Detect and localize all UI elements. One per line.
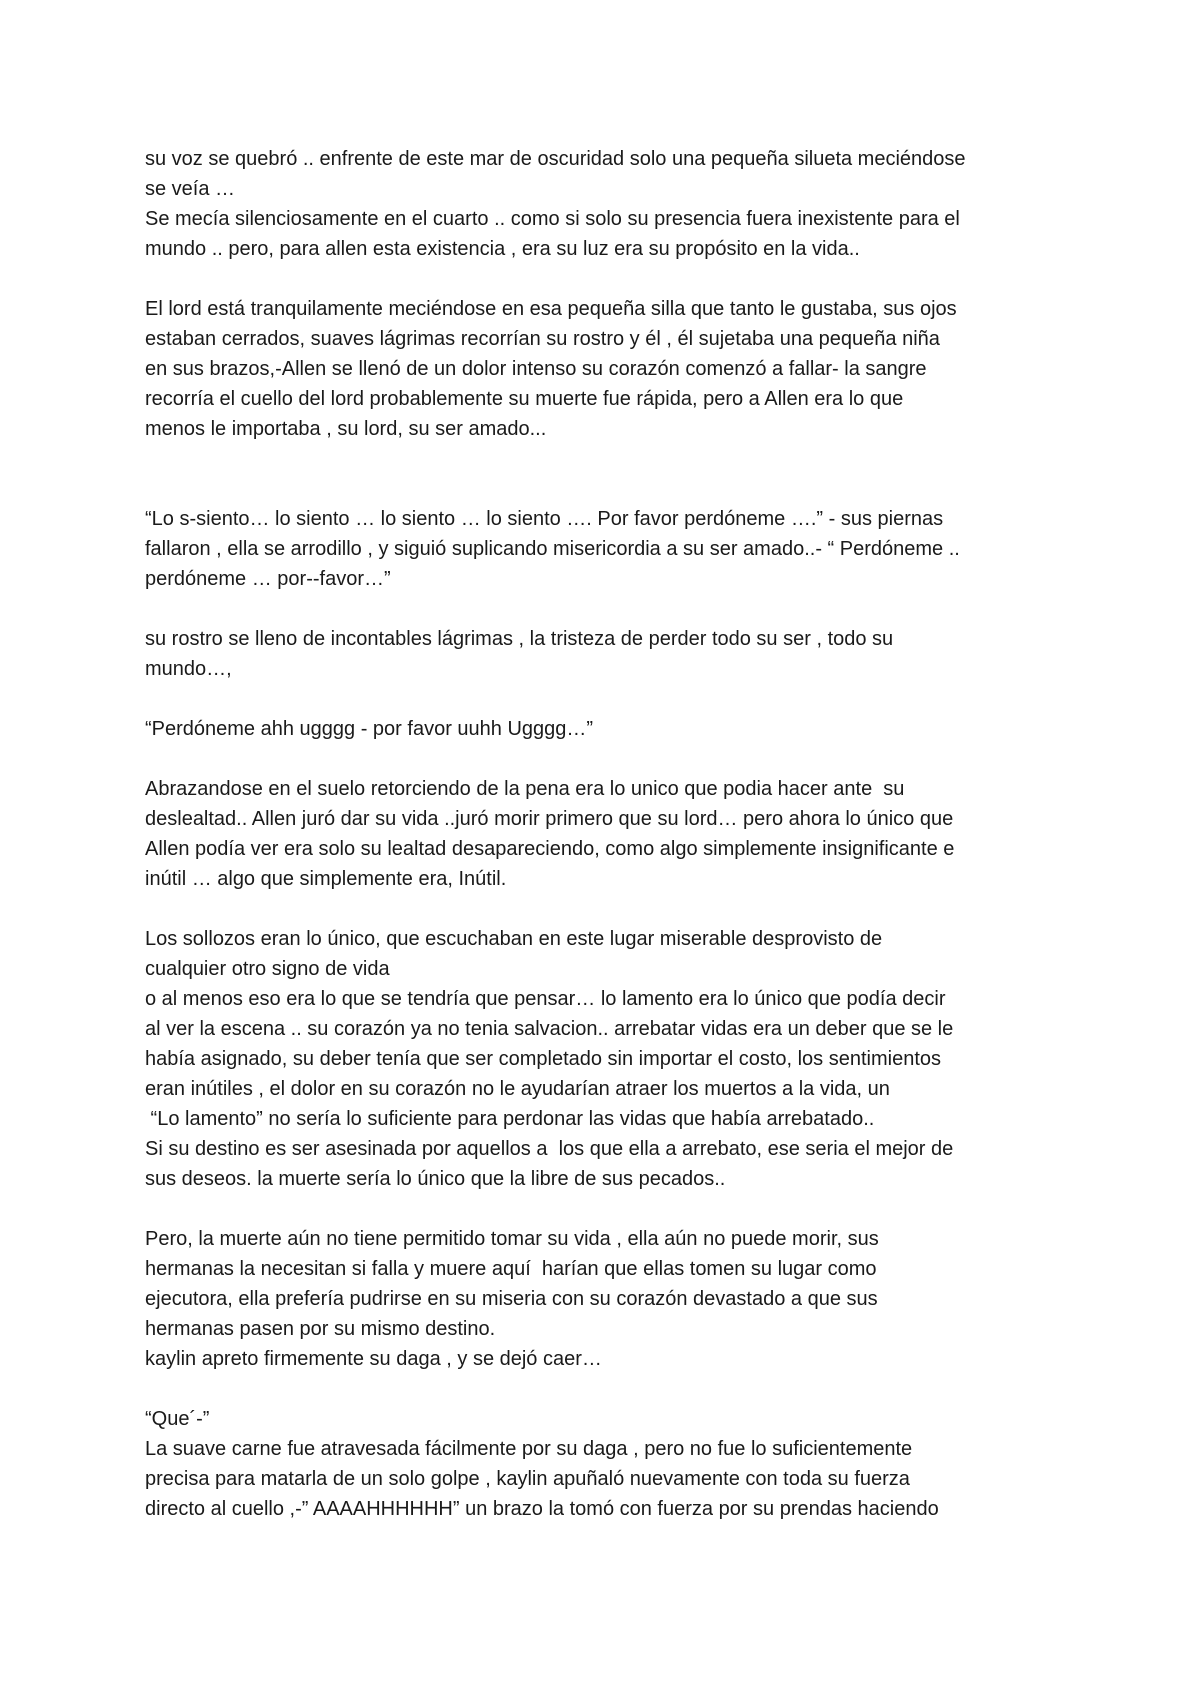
text-line: La suave carne fue atravesada fácilmente por su daga , pero no fue lo suficientemente [145,1438,913,1460]
paragraph-spacer [145,744,1060,774]
paragraph [145,144,1060,264]
text-line: ejecutora, ella prefería pudrirse en su miseria con su corazón devastado a que sus [145,1288,878,1310]
document-body [145,144,1060,1524]
text-line: mundo…, [145,658,232,680]
text-line: “Lo s-siento… lo siento … lo siento … lo siento …. Por favor perdóneme ….” - sus piernas [145,508,944,530]
text-line: menos le importaba , su lord, su ser amado... [145,418,547,440]
text-line: “Lo lamento” no sería lo suficiente para perdonar las vidas que había arrebatado.. [145,1108,875,1130]
paragraph [145,294,1060,444]
paragraph [145,1404,1060,1524]
paragraph-spacer [145,684,1060,714]
text-line: directo al cuello ,-” AAAAHHHHHH” un brazo la tomó con fuerza por su prendas haciendo [145,1498,939,1520]
text-line: El lord está tranquilamente meciéndose en esa pequeña silla que tanto le gustaba, sus ojos [145,298,957,320]
text-line: hermanas la necesitan si falla y muere aquí harían que ellas tomen su lugar como [145,1258,877,1280]
text-line: recorría el cuello del lord probablemente su muerte fue rápida, pero a Allen era lo que [145,388,904,410]
text-line: su voz se quebró .. enfrente de este mar de oscuridad solo una pequeña silueta meciéndose [145,148,966,170]
text-line: Los sollozos eran lo único, que escuchaban en este lugar miserable desprovisto de [145,928,883,950]
paragraph [145,624,1060,684]
text-line: al ver la escena .. su corazón ya no tenia salvacion.. arrebatar vidas era un deber que se le [145,1018,954,1040]
text-line: precisa para matarla de un solo golpe , kaylin apuñaló nuevamente con toda su fuerza [145,1468,910,1490]
text-line: o al menos eso era lo que se tendría que pensar… lo lamento era lo único que podía decir [145,988,946,1010]
text-line: fallaron , ella se arrodillo , y siguió suplicando misericordia a su ser amado..- “ Perdóneme .. [145,538,960,560]
text-line: sus deseos. la muerte sería lo único que la libre de sus pecados.. [145,1168,726,1190]
paragraph [145,504,1060,594]
text-line: eran inútiles , el dolor en su corazón no le ayudarían atraer los muertos a la vida, un [145,1078,890,1100]
text-line: Si su destino es ser asesinada por aquellos a los que ella a arrebato, ese seria el mejor de [145,1138,954,1160]
text-line: perdóneme … por--favor…” [145,568,391,590]
text-line: Pero, la muerte aún no tiene permitido tomar su vida , ella aún no puede morir, sus [145,1228,879,1250]
paragraph-spacer [145,1194,1060,1224]
text-line: kaylin apreto firmemente su daga , y se dejó caer… [145,1348,602,1370]
text-line: se veía … [145,178,236,200]
text-line: su rostro se lleno de incontables lágrimas , la tristeza de perder todo su ser , todo su [145,628,894,650]
text-line: Se mecía silenciosamente en el cuarto .. como si solo su presencia fuera inexistente para el [145,208,960,230]
text-line: hermanas pasen por su mismo destino. [145,1318,496,1340]
text-line: cualquier otro signo de vida [145,958,390,980]
text-line: inútil … algo que simplemente era, Inútil. [145,868,507,890]
paragraph-spacer [145,894,1060,924]
paragraph [145,714,1060,744]
paragraph-spacer [145,444,1060,504]
text-line: mundo .. pero, para allen esta existencia , era su luz era su propósito en la vida.. [145,238,860,260]
paragraph [145,774,1060,894]
text-line: en sus brazos,-Allen se llenó de un dolor intenso su corazón comenzó a fallar- la sangre [145,358,927,380]
paragraph [145,924,1060,1194]
paragraph-spacer [145,264,1060,294]
text-line: había asignado, su deber tenía que ser completado sin importar el costo, los sentimientos [145,1048,942,1070]
text-line: Abrazandose en el suelo retorciendo de la pena era lo unico que podia hacer ante su [145,778,905,800]
text-line: “Perdóneme ahh ugggg - por favor uuhh Ugggg…” [145,718,594,740]
paragraph-spacer [145,1374,1060,1404]
text-line: estaban cerrados, suaves lágrimas recorrían su rostro y él , él sujetaba una pequeña niña [145,328,940,350]
paragraph-spacer [145,594,1060,624]
text-line: “Que´-” [145,1408,210,1430]
paragraph [145,1224,1060,1374]
text-line: Allen podía ver era solo su lealtad desapareciendo, como algo simplemente insignificante e [145,838,955,860]
text-line: deslealtad.. Allen juró dar su vida ..juró morir primero que su lord… pero ahora lo único que [145,808,954,830]
